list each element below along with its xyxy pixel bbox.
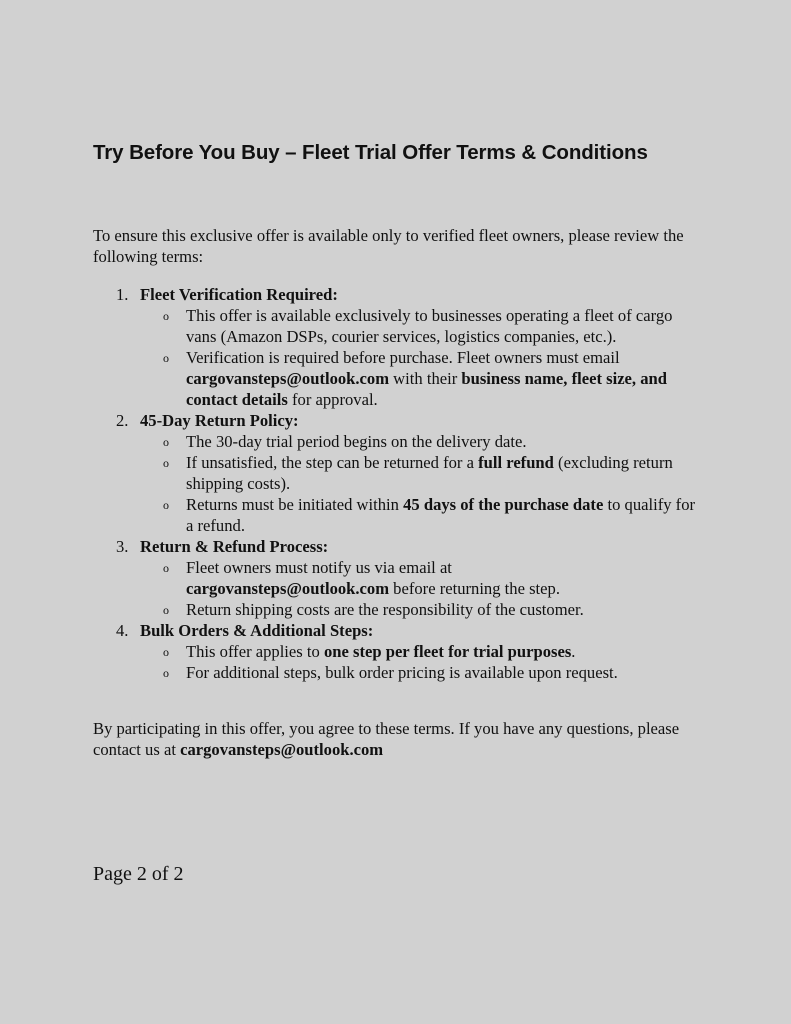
hollow-bullet-icon: o [163, 498, 169, 512]
section-heading: Return & Refund Process: [140, 537, 329, 556]
item-text-pre: Verification is required before purchase. Fleet owners must email [186, 348, 620, 367]
section-number: 2. [116, 411, 129, 430]
item-text-post: before returning the step. [389, 579, 560, 598]
intro-paragraph: To ensure this exclusive offer is available only to verified fleet owners, please review the following terms: [93, 226, 684, 266]
section-number: 3. [116, 537, 129, 556]
section-items [140, 305, 703, 410]
page-number: Page 2 of 2 [93, 863, 184, 885]
item-text-post: for approval. [287, 390, 378, 409]
section-items [140, 431, 703, 536]
section-heading: Bulk Orders & Additional Steps: [140, 621, 374, 640]
hollow-bullet-icon: o [163, 645, 169, 659]
email-link[interactable]: cargovansteps@outlook.com [180, 740, 384, 759]
item-text-bold: full refund [478, 453, 554, 472]
hollow-bullet-icon: o [163, 456, 169, 470]
list-item [140, 305, 703, 347]
item-text-mid: with their [389, 369, 462, 388]
terms-section-3 [93, 536, 703, 620]
hollow-bullet-icon: o [163, 561, 169, 575]
list-item [140, 641, 703, 662]
item-text-pre: If unsatisfied, the step can be returned for a [186, 453, 479, 472]
list-item [140, 431, 703, 452]
item-text: The 30-day trial period begins on the delivery date. [186, 432, 527, 451]
terms-section-4 [93, 620, 703, 683]
hollow-bullet-icon: o [163, 309, 169, 323]
hollow-bullet-icon: o [163, 351, 169, 365]
email-link[interactable]: cargovansteps@outlook.com [186, 579, 390, 598]
section-number: 1. [116, 285, 129, 304]
section-heading: Fleet Verification Required: [140, 285, 338, 304]
list-item [140, 494, 703, 536]
item-text-bold: 45 days of the purchase date [403, 495, 604, 514]
terms-section-2 [93, 410, 703, 536]
section-items [140, 641, 703, 683]
document-title: Try Before You Buy – Fleet Trial Offer Terms & Conditions [93, 141, 648, 164]
item-text-bold: business name, fleet size, and contact details [186, 369, 667, 409]
section-number: 4. [116, 621, 129, 640]
section-heading: 45-Day Return Policy: [140, 411, 299, 430]
item-text-post: . [571, 642, 576, 661]
hollow-bullet-icon: o [163, 603, 169, 617]
item-text-pre: Returns must be initiated within [186, 495, 404, 514]
list-item [140, 662, 703, 683]
item-text: This offer is available exclusively to businesses operating a fleet of cargo vans (Amazon DSPs, courier services, logistics companies, etc.). [186, 306, 673, 346]
email-link[interactable]: cargovansteps@outlook.com [186, 369, 390, 388]
item-text-post: to qualify for a refund. [186, 495, 696, 535]
section-items [140, 557, 703, 620]
hollow-bullet-icon: o [163, 666, 169, 680]
list-item [140, 452, 703, 494]
item-text-bold: one step per fleet for trial purposes [323, 642, 572, 661]
item-text-pre: Fleet owners must notify us via email at [186, 558, 452, 577]
closing-paragraph [93, 718, 703, 760]
list-item [140, 347, 703, 410]
item-text-pre: This offer applies to [186, 642, 324, 661]
terms-list [93, 284, 703, 683]
item-text: Return shipping costs are the responsibility of the customer. [186, 600, 584, 619]
hollow-bullet-icon: o [163, 435, 169, 449]
closing-text: By participating in this offer, you agree to these terms. If you have any questions, please contact us at [93, 719, 680, 759]
item-text-post: (excluding return shipping costs). [186, 453, 673, 493]
item-text: For additional steps, bulk order pricing is available upon request. [186, 663, 618, 682]
list-item [140, 557, 703, 599]
list-item [140, 599, 703, 620]
terms-section-1 [93, 284, 703, 410]
